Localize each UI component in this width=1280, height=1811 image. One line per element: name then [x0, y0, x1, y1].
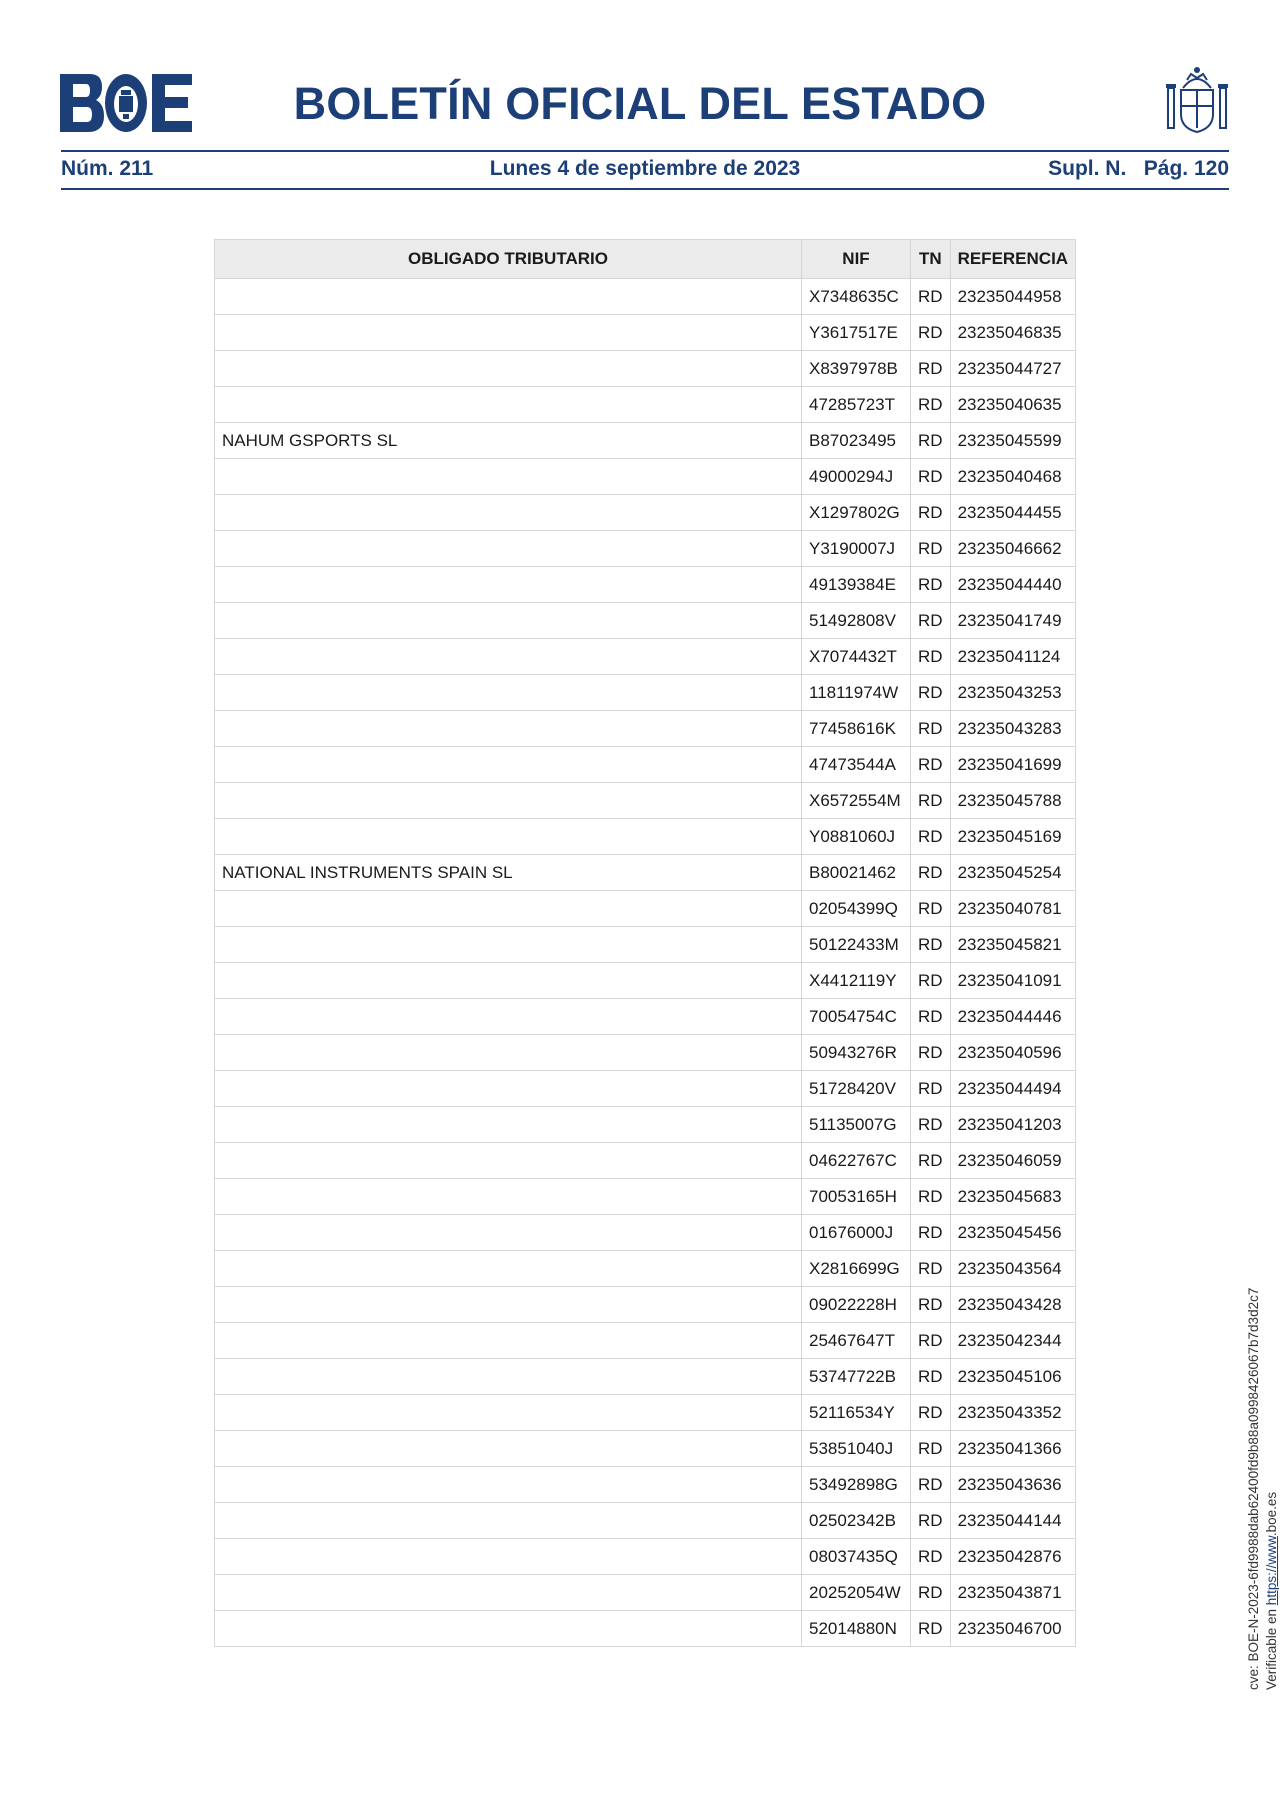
cell-tn: RD [911, 1035, 951, 1071]
cell-tn: RD [911, 1575, 951, 1611]
cell-tn: RD [911, 1395, 951, 1431]
cell-tn: RD [911, 459, 951, 495]
cell-tn: RD [911, 1323, 951, 1359]
table-row [215, 1575, 1076, 1611]
cell-nif: 04622767C [802, 1143, 911, 1179]
cell-tn: RD [911, 963, 951, 999]
verification-note [1245, 1288, 1280, 1690]
verification-link[interactable]: https://www [1264, 1536, 1279, 1606]
cell-referencia: 23235045788 [950, 783, 1076, 819]
table-row [215, 1107, 1076, 1143]
cell-nif: Y3617517E [802, 315, 911, 351]
cell-nif: X8397978B [802, 351, 911, 387]
cell-nif: 47473544A [802, 747, 911, 783]
cell-tn: RD [911, 351, 951, 387]
header-divider-bottom [61, 188, 1229, 190]
cell-referencia: 23235044494 [950, 1071, 1076, 1107]
table-row [215, 1395, 1076, 1431]
cell-obligado [215, 351, 802, 387]
cell-referencia: 23235045821 [950, 927, 1076, 963]
table-header-row [215, 240, 1076, 279]
cell-nif: 53492898G [802, 1467, 911, 1503]
cell-obligado [215, 315, 802, 351]
cell-nif: X4412119Y [802, 963, 911, 999]
cell-tn: RD [911, 1503, 951, 1539]
table-row [215, 567, 1076, 603]
cell-nif: 01676000J [802, 1215, 911, 1251]
cell-nif: X7348635C [802, 279, 911, 315]
cell-nif: B87023495 [802, 423, 911, 459]
cell-obligado: NAHUM GSPORTS SL [215, 423, 802, 459]
table-row [215, 963, 1076, 999]
cell-referencia: 23235041203 [950, 1107, 1076, 1143]
table-row [215, 783, 1076, 819]
table-row [215, 1359, 1076, 1395]
cell-tn: RD [911, 1539, 951, 1575]
table-row [215, 315, 1076, 351]
issue-date: Lunes 4 de septiembre de 2023 [489, 157, 801, 180]
cell-referencia: 23235041124 [950, 639, 1076, 675]
cell-referencia: 23235044440 [950, 567, 1076, 603]
cell-nif: 53747722B [802, 1359, 911, 1395]
cell-referencia: 23235041091 [950, 963, 1076, 999]
cell-tn: RD [911, 675, 951, 711]
cell-referencia: 23235043871 [950, 1575, 1076, 1611]
cell-nif: 47285723T [802, 387, 911, 423]
cell-obligado [215, 387, 802, 423]
cell-nif: 25467647T [802, 1323, 911, 1359]
cell-obligado [215, 1359, 802, 1395]
cell-nif: 50122433M [802, 927, 911, 963]
cell-nif: 11811974W [802, 675, 911, 711]
cell-obligado [215, 459, 802, 495]
cell-tn: RD [911, 639, 951, 675]
cell-obligado [215, 1323, 802, 1359]
cell-obligado [215, 1431, 802, 1467]
table-row [215, 459, 1076, 495]
cell-referencia: 23235043352 [950, 1395, 1076, 1431]
cell-referencia: 23235045169 [950, 819, 1076, 855]
cell-obligado [215, 1035, 802, 1071]
cell-referencia: 23235045683 [950, 1179, 1076, 1215]
cve-code: cve: BOE-N-2023-6fd9988dab62400fd9b88a0998426067b7d3d2c7 [1246, 1287, 1261, 1690]
cell-tn: RD [911, 1215, 951, 1251]
issue-number: Núm. 211 [61, 157, 154, 180]
table-row [215, 1035, 1076, 1071]
table-row [215, 603, 1076, 639]
cell-obligado [215, 1071, 802, 1107]
cell-referencia: 23235045106 [950, 1359, 1076, 1395]
cell-obligado [215, 1287, 802, 1323]
cell-nif: X6572554M [802, 783, 911, 819]
cell-referencia: 23235044446 [950, 999, 1076, 1035]
cell-obligado [215, 1107, 802, 1143]
header-info-bar [61, 157, 1229, 183]
cell-nif: X2816699G [802, 1251, 911, 1287]
cell-tn: RD [911, 1107, 951, 1143]
cell-referencia: 23235040635 [950, 387, 1076, 423]
cell-tn: RD [911, 999, 951, 1035]
cell-obligado [215, 1503, 802, 1539]
table-row [215, 1287, 1076, 1323]
cell-nif: 51492808V [802, 603, 911, 639]
cell-obligado [215, 567, 802, 603]
column-header-obligado: OBLIGADO TRIBUTARIO [215, 240, 802, 279]
taxpayer-table [214, 239, 1076, 1647]
cell-obligado [215, 1539, 802, 1575]
cell-tn: RD [911, 279, 951, 315]
cell-nif: 49139384E [802, 567, 911, 603]
cell-nif: 08037435Q [802, 1539, 911, 1575]
column-header-tn: TN [911, 240, 951, 279]
cell-obligado [215, 747, 802, 783]
cell-tn: RD [911, 531, 951, 567]
cell-referencia: 23235043253 [950, 675, 1076, 711]
cell-tn: RD [911, 387, 951, 423]
cell-nif: X7074432T [802, 639, 911, 675]
cell-obligado [215, 603, 802, 639]
table-row [215, 747, 1076, 783]
cell-referencia: 23235043283 [950, 711, 1076, 747]
cell-tn: RD [911, 1431, 951, 1467]
cell-referencia: 23235041699 [950, 747, 1076, 783]
cell-nif: Y0881060J [802, 819, 911, 855]
cell-referencia: 23235046835 [950, 315, 1076, 351]
cell-tn: RD [911, 1071, 951, 1107]
verification-line [1263, 1288, 1280, 1690]
cell-obligado [215, 1179, 802, 1215]
column-header-referencia: REFERENCIA [950, 240, 1076, 279]
cell-obligado [215, 963, 802, 999]
cell-nif: B80021462 [802, 855, 911, 891]
cell-referencia: 23235041366 [950, 1431, 1076, 1467]
cell-obligado [215, 531, 802, 567]
cell-tn: RD [911, 1359, 951, 1395]
table-row [215, 1431, 1076, 1467]
cell-tn: RD [911, 747, 951, 783]
cell-referencia: 23235042344 [950, 1323, 1076, 1359]
cell-tn: RD [911, 1179, 951, 1215]
cell-obligado [215, 999, 802, 1035]
cell-tn: RD [911, 1143, 951, 1179]
cell-obligado [215, 711, 802, 747]
cell-referencia: 23235045599 [950, 423, 1076, 459]
page-title: BOLETÍN OFICIAL DEL ESTADO [293, 78, 987, 129]
cell-nif: 52116534Y [802, 1395, 911, 1431]
table-row [215, 675, 1076, 711]
cell-referencia: 23235043564 [950, 1251, 1076, 1287]
cell-tn: RD [911, 819, 951, 855]
cell-tn: RD [911, 1467, 951, 1503]
table-row [215, 531, 1076, 567]
cell-nif: 70053165H [802, 1179, 911, 1215]
cell-obligado [215, 495, 802, 531]
table-row [215, 639, 1076, 675]
cell-tn: RD [911, 1251, 951, 1287]
cell-obligado [215, 1143, 802, 1179]
cell-obligado [215, 1395, 802, 1431]
cell-referencia: 23235043636 [950, 1467, 1076, 1503]
cell-nif: 51135007G [802, 1107, 911, 1143]
cell-referencia: 23235044958 [950, 279, 1076, 315]
table-row [215, 1611, 1076, 1647]
table-row [215, 1251, 1076, 1287]
cell-obligado [215, 891, 802, 927]
cell-nif: Y3190007J [802, 531, 911, 567]
cell-nif: 09022228H [802, 1287, 911, 1323]
cell-referencia: 23235040781 [950, 891, 1076, 927]
cell-nif: 20252054W [802, 1575, 911, 1611]
spanish-coat-of-arms-icon [1163, 66, 1231, 136]
cell-referencia: 23235046662 [950, 531, 1076, 567]
cell-referencia: 23235041749 [950, 603, 1076, 639]
cell-referencia: 23235044727 [950, 351, 1076, 387]
cell-obligado [215, 819, 802, 855]
cell-referencia: 23235045456 [950, 1215, 1076, 1251]
table-row [215, 855, 1076, 891]
cell-obligado [215, 927, 802, 963]
cell-referencia: 23235040596 [950, 1035, 1076, 1071]
verification-suffix: .boe.es [1264, 1491, 1279, 1537]
table-row [215, 819, 1076, 855]
cell-obligado [215, 1251, 802, 1287]
table-row [215, 279, 1076, 315]
cell-nif: 77458616K [802, 711, 911, 747]
cell-obligado [215, 1467, 802, 1503]
cell-nif: 52014880N [802, 1611, 911, 1647]
table-row [215, 1071, 1076, 1107]
cell-tn: RD [911, 1611, 951, 1647]
cell-nif: 70054754C [802, 999, 911, 1035]
cell-obligado [215, 783, 802, 819]
cell-referencia: 23235046059 [950, 1143, 1076, 1179]
page-number: Supl. N. Pág. 120 [1048, 157, 1229, 180]
column-header-nif: NIF [802, 240, 911, 279]
table-row [215, 1179, 1076, 1215]
cell-nif: 50943276R [802, 1035, 911, 1071]
cell-tn: RD [911, 423, 951, 459]
table-row [215, 387, 1076, 423]
cell-obligado [215, 1215, 802, 1251]
cell-tn: RD [911, 855, 951, 891]
cell-referencia: 23235046700 [950, 1611, 1076, 1647]
cell-referencia: 23235042876 [950, 1539, 1076, 1575]
cell-obligado [215, 1575, 802, 1611]
cell-obligado [215, 279, 802, 315]
cell-obligado: NATIONAL INSTRUMENTS SPAIN SL [215, 855, 802, 891]
cell-tn: RD [911, 567, 951, 603]
table-row [215, 711, 1076, 747]
boe-logo-icon [60, 74, 192, 132]
header-divider-top [61, 150, 1229, 152]
cell-obligado [215, 675, 802, 711]
cell-referencia: 23235040468 [950, 459, 1076, 495]
table-row [215, 999, 1076, 1035]
table-row [215, 351, 1076, 387]
cell-referencia: 23235044144 [950, 1503, 1076, 1539]
cell-nif: 53851040J [802, 1431, 911, 1467]
cell-tn: RD [911, 711, 951, 747]
table-row [215, 495, 1076, 531]
cell-obligado [215, 1611, 802, 1647]
table-row [215, 1467, 1076, 1503]
table-row [215, 891, 1076, 927]
cell-nif: 02054399Q [802, 891, 911, 927]
table-row [215, 1215, 1076, 1251]
cell-nif: X1297802G [802, 495, 911, 531]
cell-tn: RD [911, 783, 951, 819]
table-row [215, 1503, 1076, 1539]
cell-tn: RD [911, 603, 951, 639]
table-row [215, 1143, 1076, 1179]
cell-tn: RD [911, 891, 951, 927]
cell-tn: RD [911, 1287, 951, 1323]
cell-obligado [215, 639, 802, 675]
table-row [215, 927, 1076, 963]
table-row [215, 1539, 1076, 1575]
cell-referencia: 23235045254 [950, 855, 1076, 891]
cell-tn: RD [911, 495, 951, 531]
cell-tn: RD [911, 927, 951, 963]
cell-referencia: 23235043428 [950, 1287, 1076, 1323]
cell-nif: 02502342B [802, 1503, 911, 1539]
cell-nif: 51728420V [802, 1071, 911, 1107]
cell-referencia: 23235044455 [950, 495, 1076, 531]
table-row [215, 423, 1076, 459]
verification-prefix: Verificable en [1264, 1605, 1279, 1690]
cell-nif: 49000294J [802, 459, 911, 495]
table-row [215, 1323, 1076, 1359]
cell-tn: RD [911, 315, 951, 351]
